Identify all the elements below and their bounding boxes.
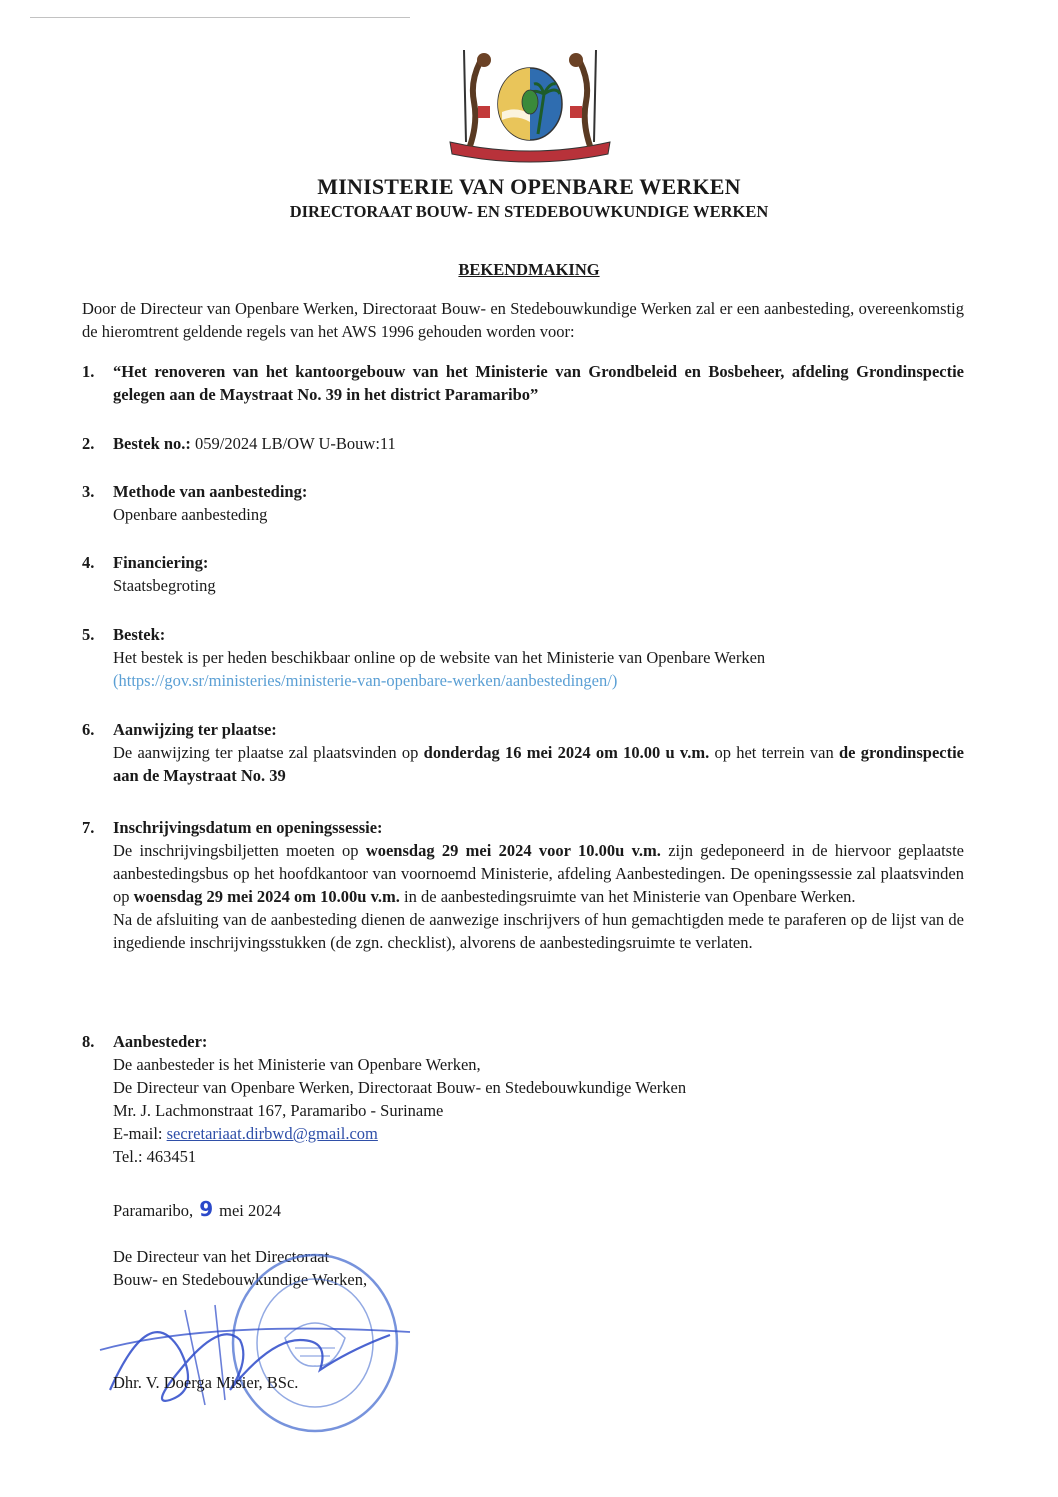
item-number: 2. <box>82 434 95 453</box>
item-number: 6. <box>82 720 95 739</box>
email-line <box>113 1122 964 1145</box>
item-paragraph: Na de afsluiting van de aanbesteding dienen de aanwezige inschrijvers of hun gemachtigden mede te paraferen op de lijst van de ingediende inschrijvingsstukken (de zgn. checklist), alvorens de aanbestedingsruimte te verlaten. <box>113 910 964 952</box>
handwritten-day: 9 <box>199 1197 214 1221</box>
site-visit-location: de grondinspectie aan de Maystraat No. 39 <box>113 743 965 785</box>
item-label: Bestek: <box>113 625 166 644</box>
item-label: Methode van aanbesteding: <box>113 482 308 501</box>
item-value: Het bestek is per heden beschikbaar online op de website van het Ministerie van Openbare Werken <box>113 648 766 667</box>
text-run: in de aanbestedingsruimte van het Ministerie van Openbare Werken. <box>399 887 856 906</box>
notice-title: BEKENDMAKING <box>458 260 600 279</box>
text-run: zijn gedeponeerd in de hiervoor geplaatste aanbestedingsbus op het hoofdkantoor van voornoemd Ministerie, afdeling Aanbestedingen. De openingssessie zal plaatsvinden op <box>113 841 965 906</box>
item-label: Aanwijzing ter plaatse: <box>113 720 277 739</box>
place-date <box>113 1198 281 1222</box>
opening-session-date: woensdag 29 mei 2024 om 10.00u v.m. <box>133 887 400 906</box>
phone-line: Tel.: 463451 <box>113 1147 197 1166</box>
item-number: 3. <box>82 482 95 501</box>
item-7 <box>82 816 964 954</box>
coat-of-arms-emblem <box>440 42 620 172</box>
place: Paramaribo, <box>113 1201 194 1220</box>
month-year: mei 2024 <box>219 1201 281 1220</box>
item-5 <box>82 623 964 692</box>
directorate-subtitle: DIRECTORAAT BOUW- EN STEDEBOUWKUNDIGE WERKEN <box>289 202 769 221</box>
signatory-name: Dhr. V. Doerga Misier, BSc. <box>113 1373 299 1392</box>
item-number: 8. <box>82 1032 95 1051</box>
item-number: 7. <box>82 818 95 837</box>
email-link[interactable]: secretariaat.dirbwd@gmail.com <box>166 1124 378 1143</box>
item-value: 059/2024 LB/OW U-Bouw:11 <box>190 434 396 453</box>
item-text: “Het renoveren van het kantoorgebouw van het Ministerie van Grondbeleid en Bosbeheer, afdeling Grondinspectie gelegen aan de Maystraat No. 39 in het district Paramaribo” <box>113 362 964 404</box>
item-number: 5. <box>82 625 95 644</box>
item-label: Inschrijvingsdatum en openingssessie: <box>113 818 383 837</box>
email-label: E-mail: <box>113 1124 167 1143</box>
item-6 <box>82 718 964 787</box>
item-value: Openbare aanbesteding <box>113 505 268 524</box>
item-number: 4. <box>82 553 95 572</box>
handwritten-signature <box>90 1280 420 1420</box>
item-4 <box>82 551 964 597</box>
ministry-title: MINISTERIE VAN OPENBARE WERKEN <box>317 174 741 199</box>
item-1 <box>82 360 964 406</box>
scan-artifact-line <box>30 17 410 18</box>
item-8 <box>82 1030 964 1168</box>
item-label: Bestek no.: <box>113 434 191 453</box>
item-label: Financiering: <box>113 553 209 572</box>
address-line: De Directeur van Openbare Werken, Directoraat Bouw- en Stedebouwkundige Werken <box>113 1078 687 1097</box>
item-label: Aanbesteder: <box>113 1032 208 1051</box>
signatory-line: De Directeur van het Directoraat <box>113 1247 330 1266</box>
item-value <box>113 839 964 908</box>
tender-website-link[interactable]: (https://gov.sr/ministeries/ministerie-van-openbare-werken/aanbestedingen/) <box>113 671 618 690</box>
item-3 <box>82 480 964 526</box>
submission-deadline: woensdag 29 mei 2024 voor 10.00u v.m. <box>365 841 661 860</box>
text-run: De aanwijzing ter plaatse zal plaatsvinden op <box>113 743 424 762</box>
text-run: De inschrijvingsbiljetten moeten op <box>113 841 366 860</box>
item-value <box>113 741 964 787</box>
address-line: Mr. J. Lachmonstraat 167, Paramaribo - Suriname <box>113 1101 444 1120</box>
site-visit-date: donderdag 16 mei 2024 om 10.00 u v.m. <box>423 743 710 762</box>
signatory-line: Bouw- en Stedebouwkundige Werken, <box>113 1270 368 1289</box>
item-value: Staatsbegroting <box>113 576 216 595</box>
item-2 <box>82 432 964 455</box>
address-line: De aanbesteder is het Ministerie van Openbare Werken, <box>113 1055 481 1074</box>
item-number: 1. <box>82 362 95 381</box>
text-run: op het terrein van <box>709 743 839 762</box>
intro-paragraph: Door de Directeur van Openbare Werken, Directoraat Bouw- en Stedebouwkundige Werken zal er een aanbesteding, overeenkomstig de hieromtrent geldende regels van het AWS 1996 gehouden worden voor: <box>82 299 964 341</box>
